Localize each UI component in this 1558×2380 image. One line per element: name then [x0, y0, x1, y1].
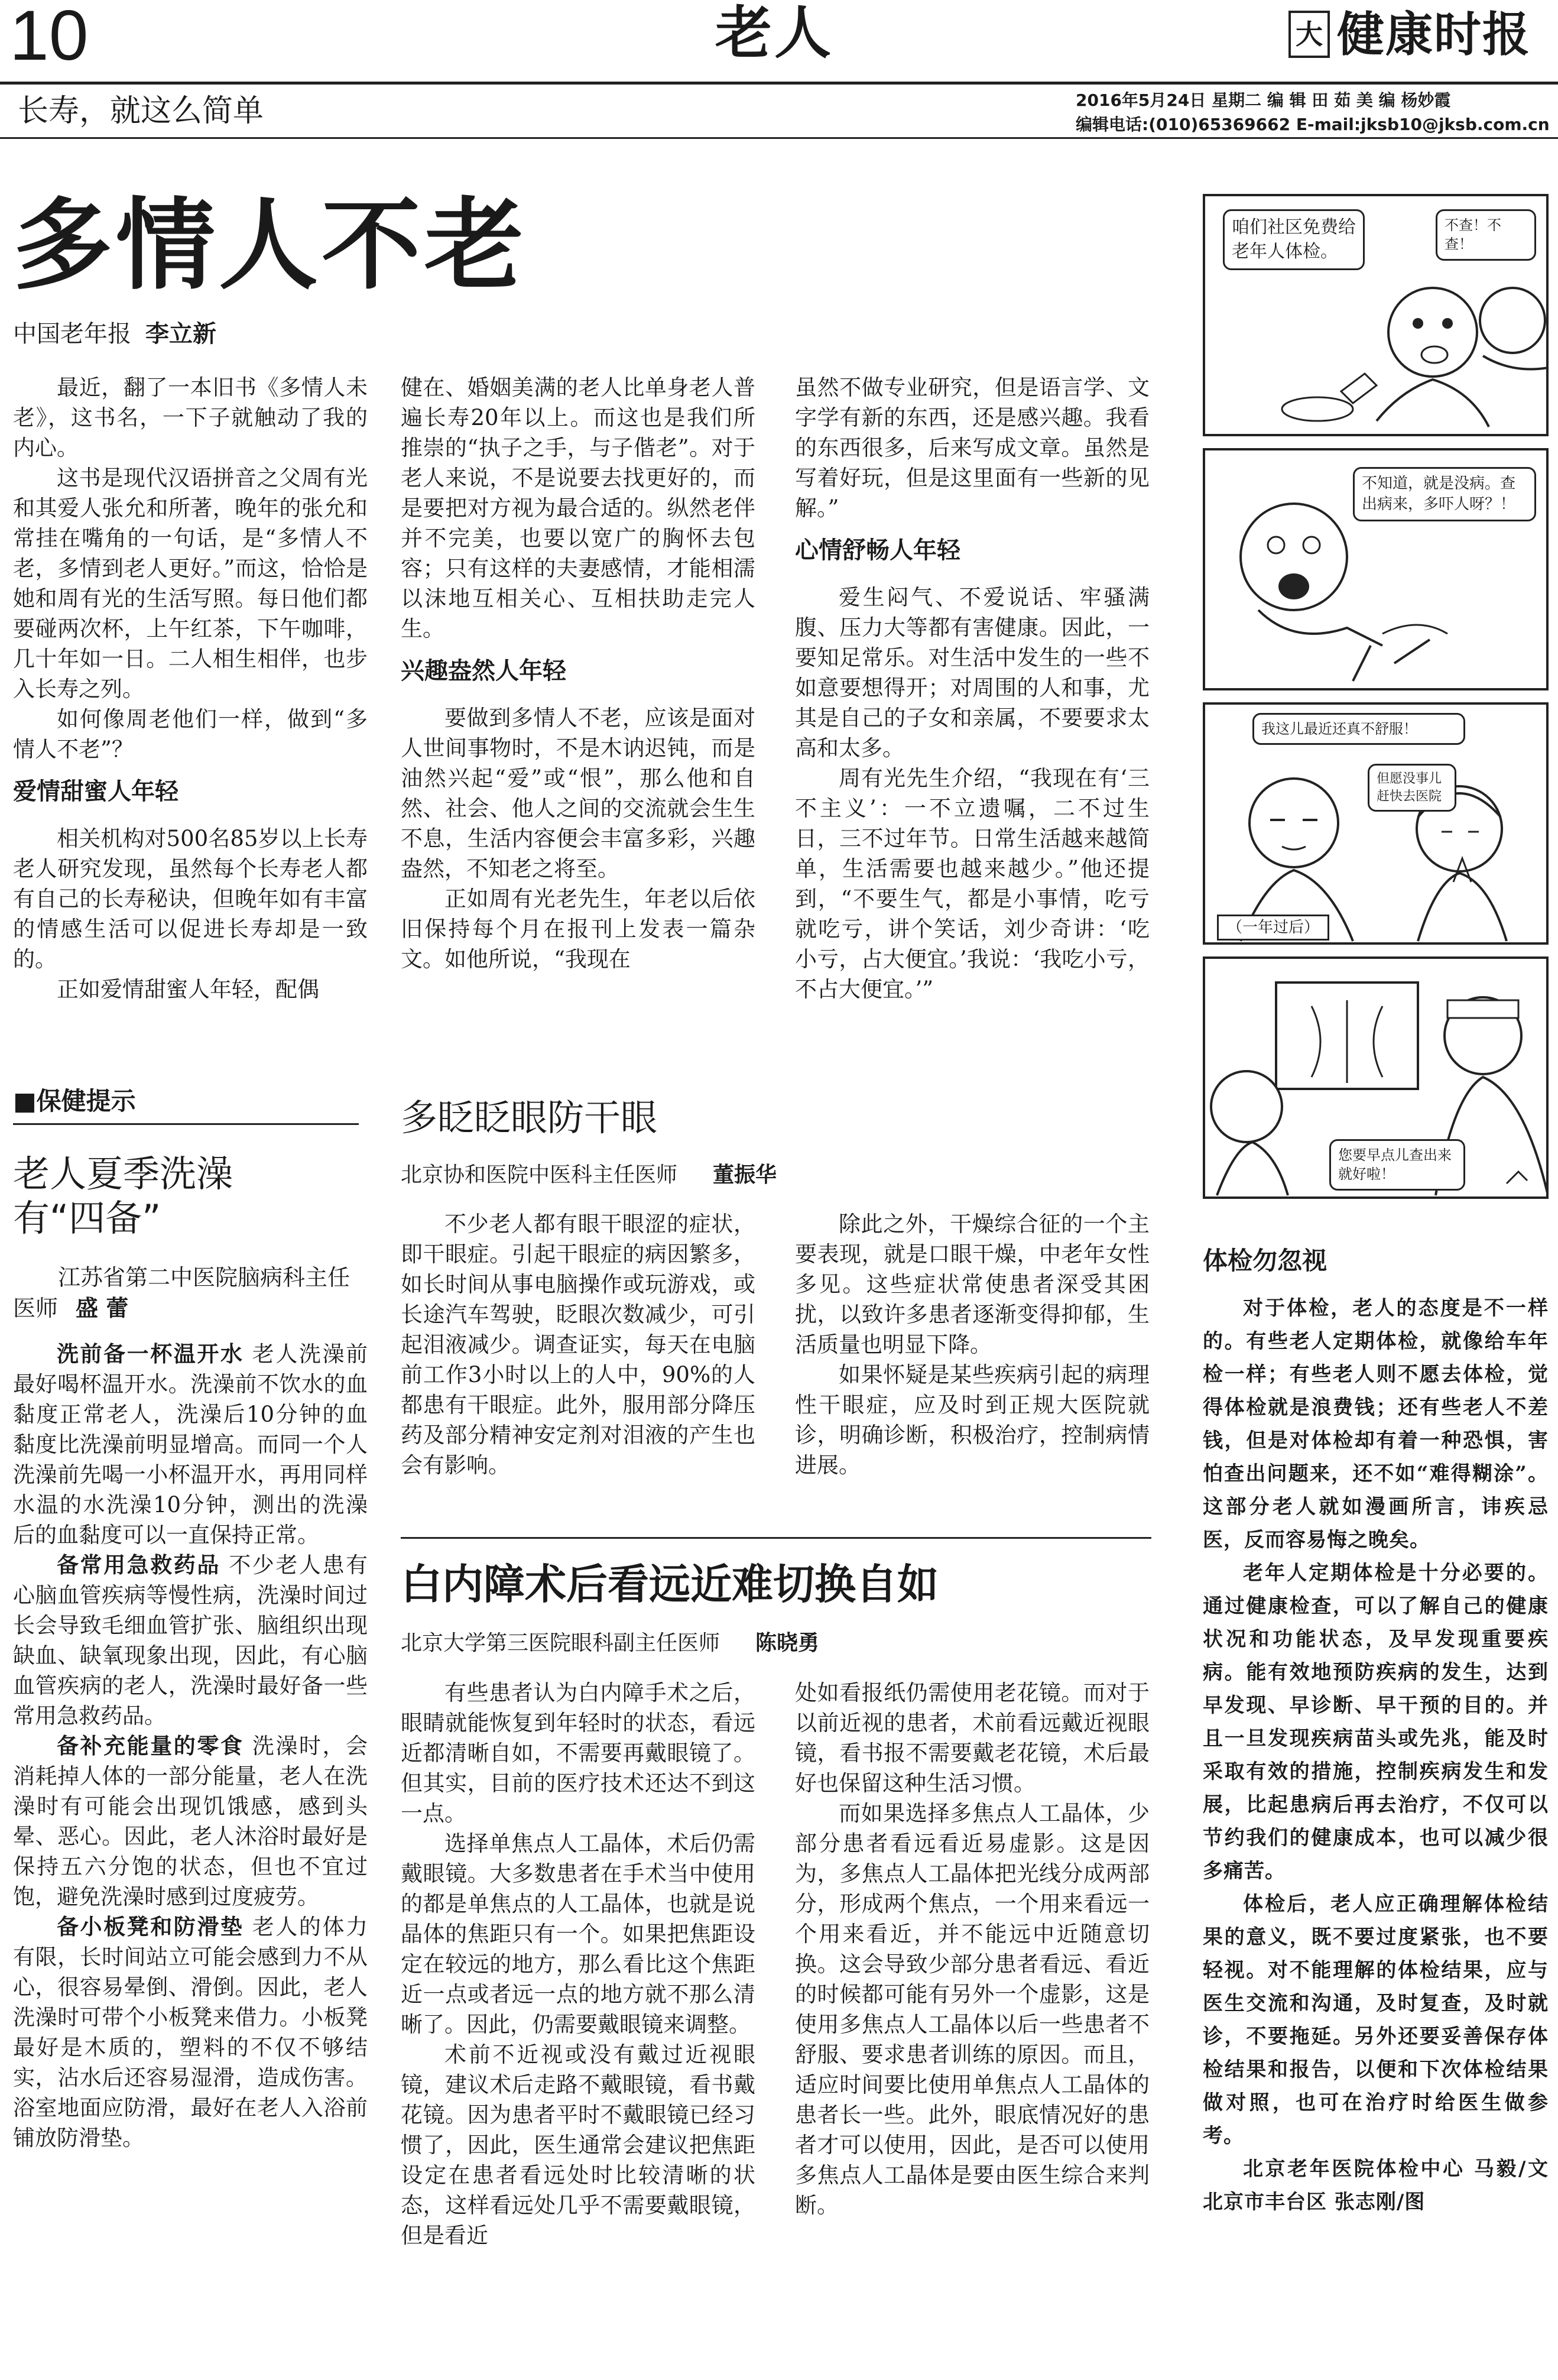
- article-column-2: [401, 372, 755, 974]
- paragraph: 虽然不做专业研究，但是语言学、文字学有新的东西，还是感兴趣。我看的东西很多，后来写成文章。虽然是写着好玩，但是这里面有一些新的见解。”: [795, 375, 1150, 521]
- article-column-1: [13, 372, 368, 1004]
- cataract-column-1: [401, 1678, 755, 2251]
- tip-paragraph: [13, 1912, 368, 2153]
- article-column-3: [795, 372, 1150, 1004]
- comic-panel-4: [1203, 956, 1549, 1199]
- tip-paragraph: [13, 1731, 368, 1912]
- comic-panel-1: [1203, 194, 1549, 436]
- logo-text: 健康时报: [1337, 7, 1531, 62]
- cataract-column-2: [795, 1678, 1150, 2220]
- byline-source: 中国老年报: [13, 320, 131, 348]
- tip-lead: 洗前备一杯温开水: [57, 1341, 244, 1367]
- tip-text: 老人洗澡前最好喝杯温开水。洗澡前不饮水的血黏度正常老人，洗澡后10分钟的血黏度比洗澡前明显增高。而同一个人洗澡前先喝一小杯温开水，再用同样水温的水洗澡10分钟，测出的洗澡后的血黏度可以一直保持正常。: [13, 1341, 368, 1548]
- newspaper-logo: [1288, 7, 1531, 62]
- paragraph: 老年人定期体检是十分必要的。通过健康检查，可以了解自己的健康状况和功能状态，及早发现重要疾病。能有效地预防疾病的发生，达到早发现、早诊断、早干预的目的。并且一旦发现疾病苗头或先兆，能及时采取有效的措施，控制疾病发生和发展，比起患病后再去治疗，不仅可以节约我们的健康成本，也可以减少很多痛苦。: [1203, 1561, 1549, 1883]
- byline-source: 北京协和医院中医科主任医师: [401, 1163, 678, 1187]
- cataract-title: 白内障术后看远近难切换自如: [401, 1559, 939, 1609]
- cataract-top-rule: [401, 1537, 1151, 1539]
- health-tips-label: ■保健提示: [13, 1087, 136, 1116]
- paragraph: 要做到多情人不老，应该是面对人世间事物时，不是木讷迟钝，而是油然兴起“爱”或“恨”，那么他和自然、社会、他人之间的交流就会生生不息，生活内容便会丰富多彩，兴趣盎然，不知老之将至。: [401, 705, 755, 881]
- article-headline: 多情人不老: [13, 186, 527, 303]
- masthead-rule: [0, 82, 1558, 85]
- editor-contact: 编辑电话:(010)65369662 E-mail:jksb10@jksb.com.cn: [1076, 114, 1550, 134]
- subheading-interest: 兴趣盎然人年轻: [401, 657, 566, 685]
- byline-source: 北京大学第三医院眼科副主任医师: [401, 1631, 720, 1655]
- paragraph: 周有光先生介绍，“我现在有‘三不主义’：一不立遗嘱，二不过生日，三不过年节。日常生活越来越简单，生活需要也越来越少。”他还提到，“不要生气，都是小事情，吃亏就吃亏，讲个笑话，刘少奇讲：‘吃小亏，占大便宜。’我说：‘我吃小亏，不占大便宜。’”: [795, 766, 1150, 1002]
- paragraph: 健在、婚姻美满的老人比单身老人普遍长寿20年以上。而这也是我们所推崇的“执子之手，与子偕老”。对于老人来说，不是说要去找更好的，而是要把对方视为最合适的。纵然老伴并不完美，也要以宽广的胸怀去包容；只有这样的夫妻感情，才能相濡以沫地互相关心、互相扶助走完人生。: [401, 375, 755, 641]
- dry-eye-title: 多眨眨眼防干眼: [401, 1096, 658, 1139]
- paragraph: 如果怀疑是某些疾病引起的病理性干眼症，应及时到正规大医院就诊，明确诊断，积极治疗，控制病情进展。: [795, 1362, 1150, 1478]
- comic-speech-bubble: 但愿没事儿赶快去医院: [1368, 764, 1456, 812]
- dry-eye-column-1: [401, 1209, 755, 1480]
- paragraph: 正如爱情甜蜜人年轻，配偶: [57, 977, 319, 1002]
- paragraph: 除此之外，干燥综合征的一个主要表现，就是口眼干燥，中老年女性多见。这些症状常使患者深受其困扰，以致许多患者逐渐变得抑郁，生活质量也明显下降。: [795, 1211, 1150, 1357]
- byline-source: 江苏省第二中医院脑病科主任医师: [13, 1264, 350, 1321]
- comic-speech-bubble: 我这儿最近还真不舒服！: [1252, 713, 1465, 745]
- paragraph: 有些患者认为白内障手术之后，眼睛就能恢复到年轻时的状态，看远近都清晰自如，不需要再戴眼镜了。但其实，目前的医疗技术还达不到这一点。: [401, 1680, 755, 1826]
- byline-author: 李立新: [145, 320, 216, 348]
- paragraph: 相关机构对500名85岁以上长寿老人研究发现，虽然每个长寿老人都有自己的长寿秘诀，但晚年如有丰富的情感生活可以促进长寿却是一致的。: [13, 826, 368, 972]
- comic-panel-2: [1203, 448, 1549, 690]
- paragraph: 如何像周老他们一样，做到“多情人不老”？: [13, 706, 368, 762]
- comic-panel-3: [1203, 702, 1549, 945]
- tip-paragraph: [13, 1339, 368, 1550]
- comic-caption: （一年过后）: [1217, 915, 1329, 941]
- paragraph: 爱生闷气、不爱说话、牢骚满腹、压力大等都有害健康。因此，一要知足常乐。对生活中发生的一些不如意要想得开；对周围的人和事，尤其是自己的子女和亲属，不要要求太高和太多。: [795, 585, 1150, 761]
- paragraph: 选择单焦点人工晶体，术后仍需戴眼镜。大多数患者在手术当中使用的都是单焦点的人工晶体，也就是说晶体的焦距只有一个。如果把焦距设定在较远的地方，那么看比这个焦距近一点或者远一点的地方就不那么清晰了。因此，仍需要戴眼镜来调整。: [401, 1831, 755, 2037]
- tip-lead: 备常用急救药品: [57, 1552, 220, 1578]
- paragraph: 这书是现代汉语拼音之父周有光和其爱人张允和所著，晚年的张允和常挂在嘴角的一句话，是“多情人不老，多情到老人更好。”而这，恰恰是她和周有光的生活写照。每日他们都要碰两次杯，上午红茶，下午咖啡，几十年如一日。二人相生相伴，也步入长寿之列。: [13, 465, 368, 702]
- logo-mark-icon: 大: [1288, 11, 1330, 58]
- issue-date-editors: 2016年5月24日 星期二 编 辑 田 茹 美 编 杨妙霞: [1076, 90, 1451, 110]
- paragraph: 不少老人都有眼干眼涩的症状，即干眼症。引起干眼症的病因繁多，如长时间从事电脑操作或玩游戏，或长途汽车驾驶，眨眼次数减少，可引起泪液减少。调查证实，每天在电脑前工作3小时以上的人中，90%的人都患有干眼症。此外，服用部分降压药及部分精神安定剂对泪液的产生也会有影响。: [401, 1211, 755, 1478]
- tip-paragraph: [13, 1550, 368, 1731]
- article-byline: [13, 322, 216, 346]
- health-tips-rule: [13, 1123, 359, 1125]
- byline-author: 陈晓勇: [755, 1631, 820, 1655]
- tip-text: 老人的体力有限，长时间站立可能会感到力不从心，很容易晕倒、滑倒。因此，老人洗澡时可带个小板凳来借力。小板凳最好是木质的，塑料的不仅不够结实，沾水后还容易湿滑，造成伤害。浴室地面应防滑，最好在老人入浴前铺放防滑垫。: [13, 1914, 368, 2151]
- subheading-mood: 心情舒畅人年轻: [795, 537, 960, 564]
- section-title: 老人: [715, 0, 833, 66]
- dry-eye-column-2: [795, 1209, 1150, 1480]
- paragraph: 而如果选择多焦点人工晶体，少部分患者看远看近易虚影。这是因为，多焦点人工晶体把光线分成两部分，形成两个焦点，一个用来看远一个用来看近，并不能远中近随意切换。这会导致少部分患者看远、看近的时候都可能有另外一个虚影，这是使用多焦点人工晶体以后一些患者不舒服、要求患者训练的原因。而且，适应时间要比使用单焦点人工晶体的患者长一些。此外，眼底情况好的患者才可以使用，因此，是否可以使用多焦点人工晶体是要由医生综合来判断。: [795, 1801, 1150, 2218]
- comic-drawing-refusing-elder: [1205, 196, 1549, 436]
- tip-text: 洗澡时，会消耗掉人体的一部分能量，老人在洗澡时有可能会出现饥饿感，感到头晕、恶心。因此，老人沐浴时最好是保持五六分饱的状态，但也不宜过饱，避免洗澡时感到过度疲劳。: [13, 1733, 368, 1909]
- subheading-love: 爱情甜蜜人年轻: [13, 778, 178, 805]
- paragraph: 对于体检，老人的态度是不一样的。有些老人定期体检，就像给车年检一样；有些老人则不愿去体检，觉得体检就是浪费钱；还有些老人不差钱，但是对体检却有着一种恐惧，害怕查出问题来，还不如“难得糊涂”。这部分老人就如漫画所言，讳疾忌医，反而容易悔之晚矣。: [1203, 1296, 1549, 1552]
- comic-drawing-couple: [1205, 705, 1549, 945]
- health-tips-byline: [13, 1262, 368, 1324]
- comic-speech-bubble: 不查！不查！: [1436, 209, 1536, 261]
- health-tips-title-line1: 老人夏季洗澡: [13, 1152, 233, 1195]
- page-number: 10: [9, 0, 89, 75]
- paragraph: 正如周有光老先生，年老以后依旧保持每个月在报刊上发表一篇杂文。如他所说，“我现在: [401, 886, 755, 972]
- issue-info: [1076, 89, 1550, 137]
- health-tips-title-line2: 有“四备”: [13, 1197, 161, 1240]
- tip-text: 不少老人患有心脑血管疾病等慢性病，洗澡时间过长会导致毛细血管扩张、脑组织出现缺血、缺氧现象出现，因此，有心脑血管疾病的老人，洗澡时最好备一些常用急救药品。: [13, 1552, 368, 1729]
- paragraph: 最近，翻了一本旧书《多情人未老》，这书名，一下子就触动了我的内心。: [13, 375, 368, 461]
- comic-speech-bubble: 不知道，就是没病。查出病来，多吓人呀？！: [1353, 467, 1536, 521]
- cataract-byline: [401, 1633, 819, 1654]
- paragraph: 处如看报纸仍需使用老花镜。而对于以前近视的患者，术前看远戴近视眼镜，看书报不需要戴老花镜，术后最好也保留这种生活习惯。: [795, 1680, 1150, 1796]
- comic-speech-bubble: 咱们社区免费给老年人体检。: [1223, 209, 1365, 270]
- page-slogan: 长寿，就这么简单: [18, 93, 264, 129]
- slogan-rule: [0, 137, 1558, 139]
- sidebar-credit: 北京老年医院体检中心 马毅/文 北京市丰台区 张志刚/图: [1203, 2157, 1549, 2214]
- tip-lead: 备补充能量的零食: [57, 1733, 244, 1759]
- byline-author: 盛 蕾: [76, 1295, 129, 1321]
- health-tips-body: [13, 1339, 368, 2153]
- dry-eye-byline: [401, 1165, 777, 1186]
- tip-lead: 备小板凳和防滑垫: [57, 1914, 244, 1940]
- paragraph: 体检后，老人应正确理解体检结果的意义，既不要过度紧张，也不要轻视。对不能理解的体检结果，应与医生交流和沟通，及时复查，及时就诊，不要拖延。另外还要妥善保存体检结果和报告，以便和下次体检结果做对照，也可在治疗时给医生做参考。: [1203, 1892, 1549, 2148]
- byline-author: 董振华: [713, 1163, 777, 1187]
- comic-speech-bubble: 您要早点儿查出来就好啦！: [1329, 1139, 1465, 1191]
- sidebar-body: [1203, 1292, 1549, 2219]
- sidebar-title: 体检勿忽视: [1203, 1246, 1327, 1275]
- paragraph: 术前不近视或没有戴过近视眼镜，建议术后走路不戴眼镜，看书戴花镜。因为患者平时不戴眼镜已经习惯了，因此，医生通常会建议把焦距设定在患者看远处时比较清晰的状态，这样看远处几乎不需要戴眼镜，但是看近: [401, 2042, 755, 2248]
